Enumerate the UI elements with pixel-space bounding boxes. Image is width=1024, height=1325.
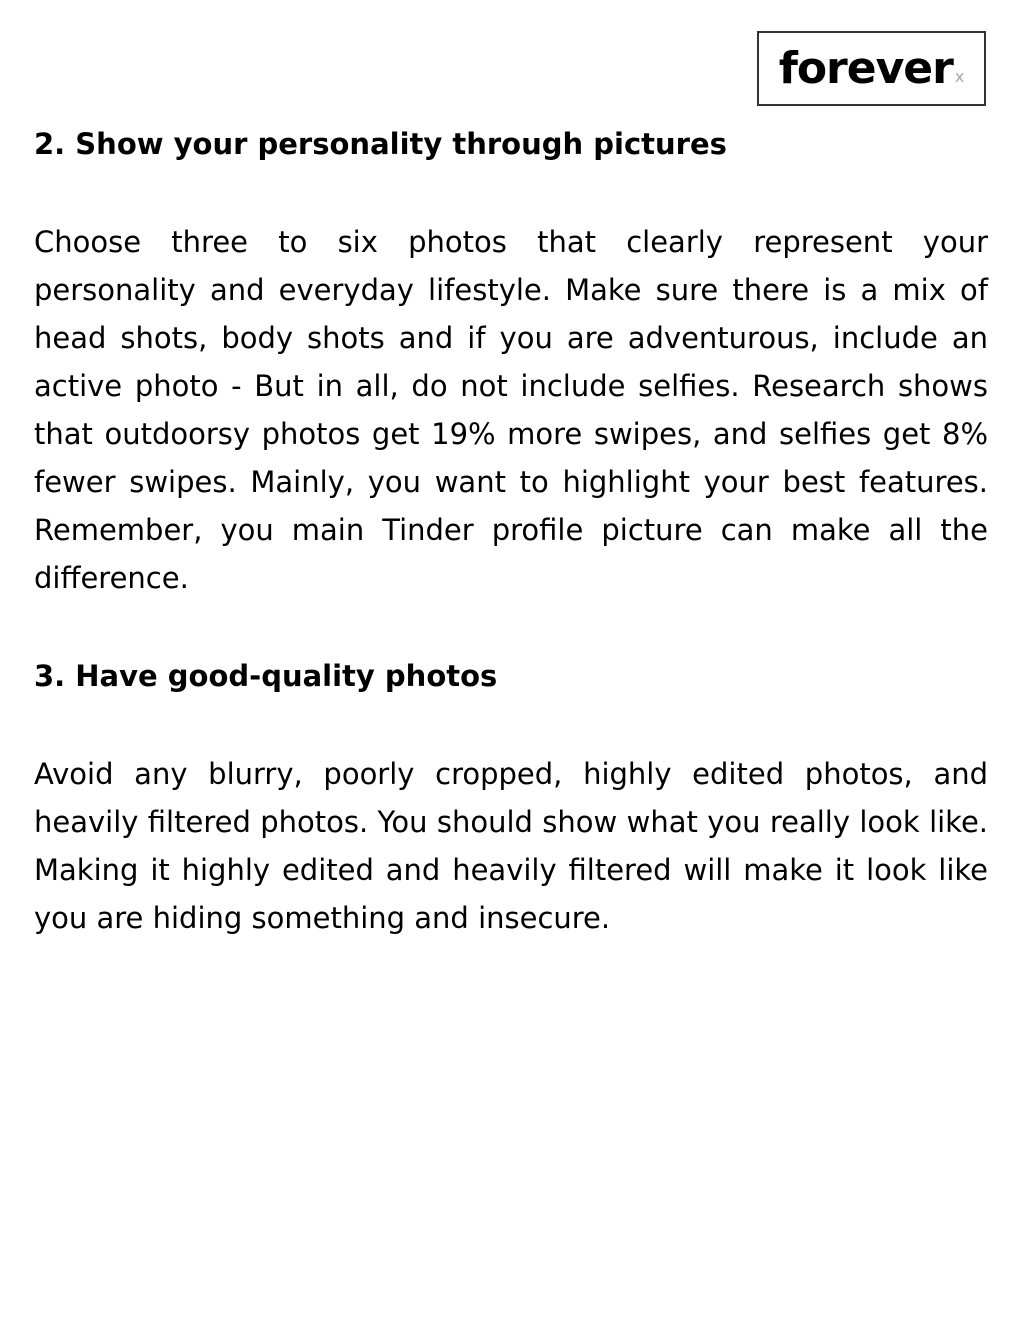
logo-suffix: x [954,67,965,86]
spacer [34,602,988,650]
section-body-photo-quality: Avoid any blurry, poorly cropped, highly edited photos, and heavily filtered photos. You should show what you really look like. Making it highly edited and heavily filtered will make it look like you are hiding something and insecure. [34,757,988,935]
document-body [34,118,988,942]
spacer [34,170,988,218]
logo-text: forever [778,42,953,94]
spacer [34,702,988,750]
section-heading-photo-quality: 3. Have good-quality photos [34,659,498,693]
section-heading-personality: 2. Show your personality through pictures [34,127,727,161]
brand-logo [757,31,986,106]
section-body-personality: Choose three to six photos that clearly represent your personality and everyday lifestyle. Make sure there is a mix of head shots, body shots and if you are adventurous, include an active photo - But in all, do not include selfies. Research shows that outdoorsy photos get 19% more swipes, and selfies get 8% fewer swipes. Mainly, you want to highlight your best features. Remember, you main Tinder profile picture can make all the difference. [34,225,988,595]
